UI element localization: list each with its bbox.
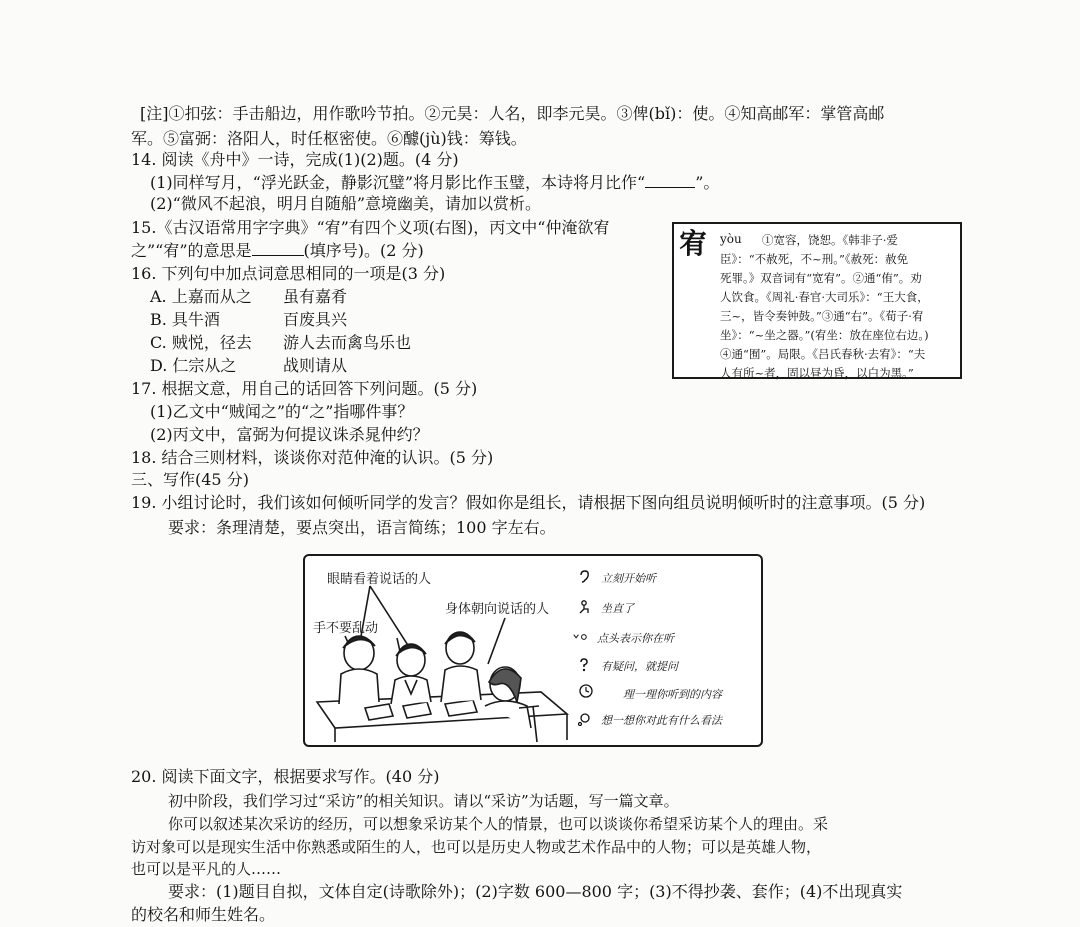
q16-option-c-compare: 游人去而禽鸟乐也 [283,333,412,352]
q14-stem: 14. 阅读《舟中》一诗，完成(1)(2)题。(4 分) [131,150,459,169]
dictionary-pinyin: yòu [720,232,742,246]
q16-stem: 16. 下列句中加点词意思相同的一项是(3 分) [131,264,446,283]
q20-requirements-line-2: 的校名和师生姓名。 [131,905,276,924]
q17-stem: 17. 根据文意，用自己的话回答下列问题。(5 分) [131,379,478,398]
q16-option-b: B. 具牛酒 [150,310,220,329]
q20-paragraph-2-line-3: 也可以是平凡的人…… [131,860,282,878]
answer-blank [252,241,304,256]
q20-stem: 20. 阅读下面文字，根据要求写作。(40 分) [131,767,440,786]
clock-icon [575,684,597,698]
answer-blank [645,173,695,188]
dictionary-line: 三~，皆令奏钟鼓。”③通“右”。《荀子·宥 [720,309,924,323]
q16-option-a: A. 上嘉而从之 [150,287,252,306]
label-body: 身体朝向说话的人 [445,602,550,617]
q16-option-b-compare: 百废具兴 [283,310,348,329]
listening-illustration [303,554,763,747]
dictionary-line: 坐》：“~坐之器。”(宥坐：放在座位右边。) [720,328,929,342]
q16-option-a-compare: 虽有嘉肴 [283,287,348,306]
q17-part2: (2)丙文中，富弼为何提议诛杀晁仲约？ [150,425,429,444]
q16-option-d: D. 仁宗从之 [150,356,237,375]
dictionary-line: 人有所~者，固以昼为昏，以白为黑。” [720,366,914,380]
q17-part1: (1)乙文中“贼闻之”的“之”指哪件事？ [150,402,414,421]
thinking-icon [577,712,591,726]
tip-think: 想一想你对此有什么看法 [601,714,722,727]
dictionary-line: 人饮食。《周礼·春官·大司乐》：“王大食， [720,290,929,304]
q14-part2: (2)“微风不起浪，明月自随船”意境幽美，请加以赏析。 [150,194,542,213]
nod-icon [573,630,587,644]
q14-part1 [150,173,719,193]
q15-line-1: 15.《古汉语常用字字典》“宥”有四个义项(右图)，丙文中“仲淹欲宥 [131,218,610,237]
tip-nod: 点头表示你在听 [597,632,674,645]
dictionary-line: ①宽容，饶恕。《韩非子·爱 [762,233,898,247]
dictionary-line: ④通“囿”。局限。《吕氏春秋·去宥》：“夫 [720,347,926,361]
q20-paragraph-2-line-2: 访对象可以是现实生活中你熟悉或陌生的人，也可以是历史人物或艺术作品中的人物；可以是英雄人物， [131,838,822,856]
section-three-heading: 三、写作(45 分) [131,470,249,489]
q15-line-2-end: (填序号)。(2 分) [303,241,424,260]
dictionary-line: 臣》：“不赦死，不~刑。”《赦死：赦免 [720,252,909,266]
dictionary-line: 死罪。》双音词有“宽宥”。②通“侑”。劝 [720,271,922,285]
students-drawing [305,556,605,745]
tip-organize: 理一理你听到的内容 [623,688,722,701]
tip-listen-now: 立刻开始听 [601,572,656,585]
q15-line-2 [131,241,424,261]
tip-sit-straight: 坐直了 [601,602,634,615]
dictionary-entry-box [672,222,962,379]
q20-paragraph-2-line-1: 你可以叙述某次采访的经历，可以想象采访某个人的情景，也可以谈谈你希望采访某个人的理由。采 [168,815,829,833]
sitting-icon [577,600,591,614]
q16-option-c: C. 贼悦，径去 [150,333,252,352]
q19-stem: 19. 小组讨论时，我们该如何倾听同学的发言？假如你是组长，请根据下图向组员说明倾听时的注意事项。(5 分) [131,493,926,512]
q20-requirements-line-1: 要求：(1)题目自拟，文体自定(诗歌除外)；(2)字数 600—800 字；(3)不得抄袭、套作；(4)不出现真实 [168,882,903,901]
q19-requirements: 要求：条理清楚，要点突出，语言简练；100 字左右。 [168,518,556,537]
q15-line-2-text: 之”“宥”的意思是 [131,241,252,260]
q16-option-d-compare: 战则请从 [283,356,348,375]
label-eyes: 眼睛看着说话的人 [327,572,432,587]
note-line-2: 军。⑤富弼：洛阳人，时任枢密使。⑥醵(jù)钱：筹钱。 [131,129,527,148]
question-icon [577,658,591,672]
note-line-1: [注]①扣弦：手击船边，用作歌吟节拍。②元昊：人名，即李元昊。③俾(bǐ)：使。④知高邮军：掌管高邮 [140,104,885,123]
q14-part1-end: ”。 [695,173,720,192]
ear-icon [577,570,591,584]
tip-ask-questions: 有疑问，就提问 [601,660,678,673]
q20-paragraph-1: 初中阶段，我们学习过“采访”的相关知识。请以“采访”为话题，写一篇文章。 [168,792,679,810]
label-hands: 手不要乱动 [313,621,379,636]
q14-part1-text: (1)同样写月，“浮光跃金，静影沉璧”将月影比作玉璧，本诗将月比作“ [150,173,646,192]
dictionary-character: 宥 [679,227,708,260]
q18-stem: 18. 结合三则材料，谈谈你对范仲淹的认识。(5 分) [131,448,494,467]
